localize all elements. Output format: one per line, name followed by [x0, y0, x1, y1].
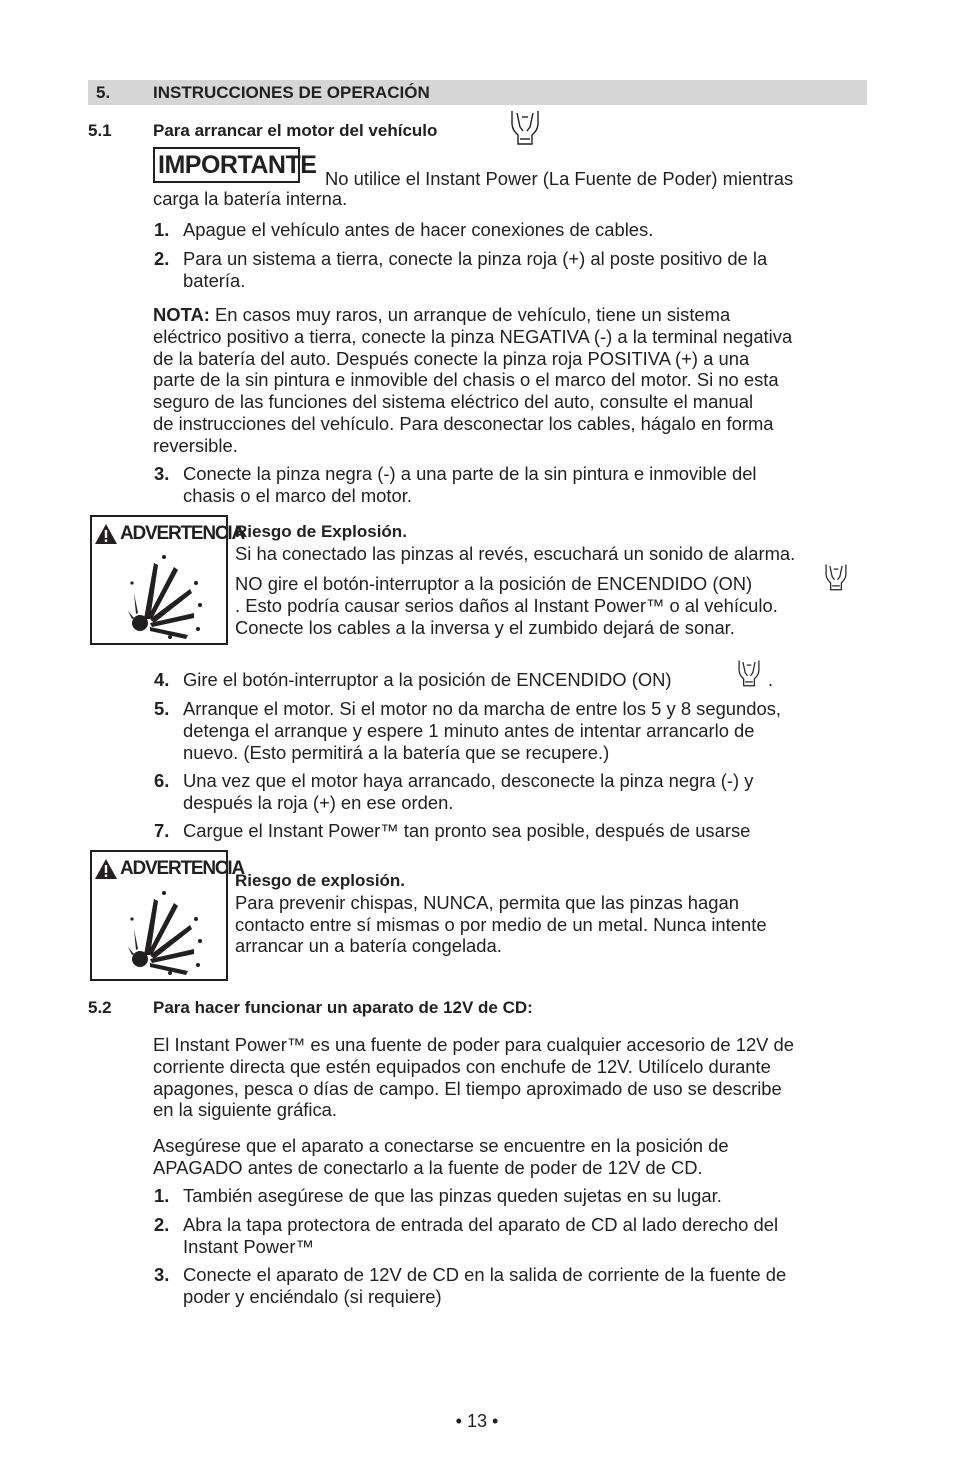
subsection-title: Para arrancar el motor del vehículo: [153, 121, 438, 140]
section-title: INSTRUCCIONES DE OPERACIÓN: [153, 83, 430, 102]
step-number: 3.: [154, 1264, 170, 1285]
page-number: • 13 •: [455, 1411, 499, 1431]
important-text-line2: carga la batería interna.: [153, 188, 348, 209]
warning-text: Riesgo de Explosión. Si ha conectado las pinzas al revés, escuchará un sonido de alarma.: [235, 522, 796, 564]
note-label: NOTA:: [153, 304, 210, 325]
step-text: También asegúrese de que las pinzas queden sujetas en su lugar.: [183, 1185, 722, 1206]
step-text: Para un sistema a tierra, conecte la pinza roja (+) al poste positivo de la batería.: [183, 248, 768, 291]
step-text-tail: .: [768, 669, 774, 690]
step-text: Abra la tapa protectora de entrada del aparato de CD al lado derecho del Instant Power™: [183, 1214, 779, 1257]
step-number: 4.: [154, 669, 170, 690]
warning-text: Riesgo de explosión. Para prevenir chispas, NUNCA, permita que las pinzas hagan contacto entre sí mismas o por medio de un metal. Nunca intente arrancar un a batería congelada.: [235, 871, 767, 957]
step-number: 6.: [154, 770, 170, 791]
step-text: Una vez que el motor haya arrancado, desconecte la pinza negra (-) y después la roja (+) en ese orden.: [183, 770, 754, 813]
warning-title: Riesgo de Explosión.: [235, 522, 407, 541]
step-number: 2.: [154, 1214, 170, 1235]
section-header: [88, 80, 867, 105]
warning-box: [90, 850, 245, 981]
explosion-icon: [124, 889, 204, 977]
warning-box: [90, 515, 245, 645]
warning-text-line2: NO gire el botón-interruptor a la posición de ENCENDIDO (ON): [235, 573, 753, 594]
warning-header: [94, 519, 244, 549]
note-paragraph: NOTA: En casos muy raros, un arranque de vehículo, tiene un sistema eléctrico positivo a tierra, conecte la pinza NEGATIVA (-) a la terminal negativa de la batería del auto. Después conecte la pinza roja POSITIVA (+) a una parte de la sin pintura e inmovible del chasis o el marco del motor. Si no esta seguro de las funciones del sistema eléctrico del auto, consulte el manual de instrucciones del vehículo. Para desconectar los cables, hágalo en forma reversible.: [153, 304, 793, 456]
switch-icon: [736, 659, 762, 688]
important-label: IMPORTANTE: [153, 147, 300, 183]
warning-label: ADVERTENCIA: [120, 523, 245, 544]
explosion-icon: [124, 553, 204, 641]
step-number: 1.: [154, 219, 170, 240]
step-number: 1.: [154, 1185, 170, 1206]
warning-triangle-icon: [94, 523, 118, 545]
step-number: 5.: [154, 698, 170, 719]
step-number: 7.: [154, 820, 170, 841]
warning-header: [94, 854, 244, 884]
step-text: Cargue el Instant Power™ tan pronto sea posible, después de usarse: [183, 820, 751, 841]
subsection-number: 5.2: [88, 998, 112, 1017]
step-text: Apague el vehículo antes de hacer conexiones de cables.: [183, 219, 654, 240]
warning-label: ADVERTENCIA: [120, 858, 245, 879]
step-number: 3.: [154, 463, 170, 484]
warning-text-rest: . Esto podría causar serios daños al Instant Power™ o al vehículo. Conecte los cables a la inversa y el zumbido dejará de sonar.: [235, 595, 778, 638]
switch-icon: [823, 563, 849, 592]
important-text-line1: No utilice el Instant Power (La Fuente de Poder) mientras: [325, 168, 794, 189]
warning-triangle-icon: [94, 858, 118, 880]
step-text: Conecte la pinza negra (-) a una parte de la sin pintura e inmovible del chasis o el marco del motor.: [183, 463, 757, 506]
warning-title: Riesgo de explosión.: [235, 871, 406, 890]
switch-icon: [508, 109, 542, 147]
subsection-number: 5.1: [88, 121, 112, 140]
step-number: 2.: [154, 248, 170, 269]
step-text: Arranque el motor. Si el motor no da marcha de entre los 5 y 8 segundos, detenga el arranque y espere 1 minuto antes de intentar arrancarlo de nuevo. (Esto permitirá a la batería que se recupere.): [183, 698, 782, 763]
step-text: Gire el botón-interruptor a la posición de ENCENDIDO (ON): [183, 669, 672, 690]
paragraph: El Instant Power™ es una fuente de poder para cualquier accesorio de 12V de corriente directa que estén equipados con enchufe de 12V. Utilícelo durante apagones, pesca o días de campo. El tiempo aproximado de uso se describe en la siguiente gráfica.: [153, 1034, 795, 1121]
paragraph: Asegúrese que el aparato a conectarse se encuentre en la posición de APAGADO antes de conectarlo a la fuente de poder de 12V de CD.: [153, 1135, 729, 1178]
step-text: Conecte el aparato de 12V de CD en la salida de corriente de la fuente de poder y enciéndalo (si requiere): [183, 1264, 787, 1307]
subsection-title: Para hacer funcionar un aparato de 12V de CD:: [153, 998, 533, 1017]
section-number: 5.: [96, 83, 111, 102]
